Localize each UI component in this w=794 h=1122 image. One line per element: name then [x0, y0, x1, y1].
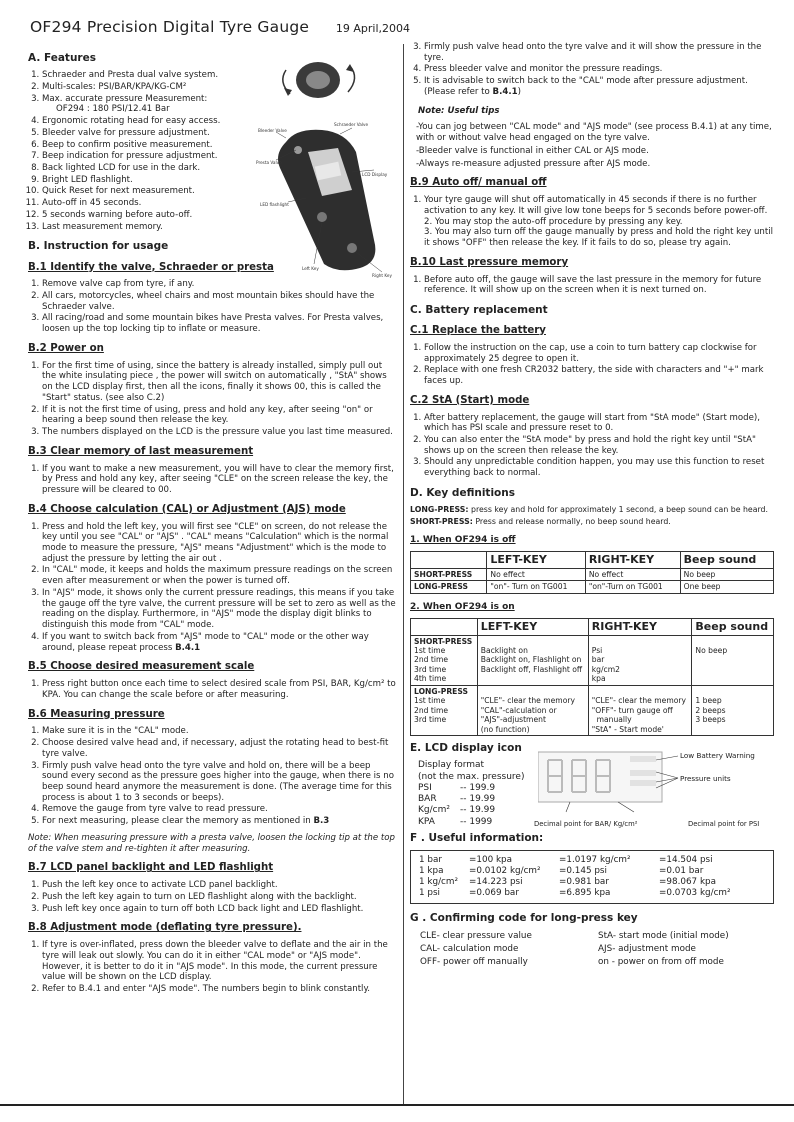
list-item: 1. Make sure it is in the "CAL" mode. — [42, 726, 398, 737]
label-left-key: Left Key — [302, 266, 319, 271]
battery-heading: C. Battery replacement — [410, 303, 548, 316]
presta-note: Note: When measuring pressure with a presta valve, loosen the locking tip at the top of the valve stem and re-tighten it after measuring. — [28, 832, 395, 854]
confirm-code-heading: G . Confirming code for long-press key — [410, 912, 638, 925]
section-b1-list — [28, 279, 398, 335]
list-item: 2. If it is not the first time of using, press and hold any key, after seeing "on" or hearing a beep sound then release the key. — [42, 405, 398, 426]
rotating-head-drawing — [283, 62, 355, 98]
list-item: 3. Should any unpredictable condition happen, you may use this function to reset everything back to normal. — [424, 457, 776, 478]
list-item: 2. Multi-scales: PSI/BAR/KPA/KG-CM² — [42, 82, 274, 93]
document-date: 19 April,2004 — [335, 22, 411, 35]
tyre-gauge-illustration — [256, 52, 396, 278]
section-b4-heading: B.4 Choose calculation (CAL) or Adjustment (AJS) mode — [28, 503, 346, 515]
features-list — [28, 70, 274, 232]
list-item: 6. Beep to confirm positive measurement. — [42, 140, 274, 151]
table-row: 1 kpa =0.0102 kg/cm² =0.145 psi =0.01 bar — [419, 866, 704, 877]
list-item: 2. In "CAL" mode, it keeps and holds the maximum pressure readings on the screen even after measurement or when the power is turned off. — [42, 565, 398, 586]
list-item: 2. Refer to B.4.1 and enter "AJS mode". The numbers begin to blink constantly. — [42, 984, 398, 995]
list-item: 2. Choose desired valve head and, if necessary, adjust the rotating head to best-fit tyre valve. — [42, 738, 398, 759]
codes-right: StA- start mode (initial mode) AJS- adjustment mode on - power on from off mode — [598, 930, 729, 967]
list-item: 2. You can also enter the "StA mode" by press and hold the right key until "StA" shows up on the screen then release the key. — [424, 435, 776, 456]
lcd-section — [410, 742, 776, 830]
table-row: SHORT-PRESS No effect No effect No beep — [411, 568, 774, 580]
table-row: 1 kg/cm² =14.223 psi =0.981 bar =98.067 kpa — [419, 877, 717, 888]
section-b8-continued-list — [410, 42, 776, 98]
section-b7-list — [28, 880, 398, 914]
section-b2-heading: B.2 Power on — [28, 342, 104, 354]
section-b8-heading: B.8 Adjustment mode (deflating tyre pressure). — [28, 922, 302, 934]
table-header: Beep sound — [680, 551, 773, 568]
section-c1-list — [410, 343, 776, 387]
list-item: 1. Push the left key once to activate LCD panel backlight. — [42, 880, 398, 891]
list-item: 9. Bright LED flashlight. — [42, 175, 274, 186]
list-item: 1. If you want to make a new measurement, you will have to clear the memory first, by Press and hold any key, after seeing "CLE" on the screen release the key, the pressure will be cleared to 00. — [42, 464, 398, 496]
table-row: LONG-PRESS 1st time 2nd time 3rd time "CLE"- clear the memory "CAL"-calculation or "AJS"-adjustment (no function) "CLE"- clear the memory "OFF"- turn gauge off manually "StA" - Start mode' 1 beep 2 beeps 3 beeps — [411, 685, 774, 735]
list-item: 11. Auto-off in 45 seconds. — [42, 198, 274, 209]
list-item: 3. All racing/road and some mountain bikes have Presta valves. For Presta valves, loosen up the top locking tip to inflate or measure. — [42, 313, 398, 334]
long-press-definition: LONG-PRESS: press key and hold for approximately 1 second, a beep sound can be heard. — [410, 505, 768, 515]
features-heading: A. Features — [28, 52, 96, 64]
label-decimal-bar: Decimal point for BAR/ Kg/cm² — [534, 820, 638, 829]
list-item: 1. After battery replacement, the gauge will start from "StA mode" (Start mode), which has PSI scale and pressure reset to 0. — [424, 413, 776, 434]
list-item: 7. Beep indication for pressure adjustment. — [42, 151, 274, 162]
section-c2-list — [410, 413, 776, 479]
useful-tips-heading: Note: Useful tips — [418, 105, 500, 116]
table-header: RIGHT-KEY — [588, 618, 692, 635]
list-item: 2. All cars, motorcycles, wheel chairs and most mountain bikes should have the Schraeder valve. — [42, 291, 398, 312]
key-definitions-heading: D. Key definitions — [410, 486, 515, 499]
table-header: LEFT-KEY — [487, 551, 585, 568]
section-b9-heading: B.9 Auto off/ manual off — [410, 177, 547, 189]
list-item: 4. Press bleeder valve and monitor the pressure readings. — [424, 64, 776, 75]
table-row: LONG-PRESS "on"- Turn on TG001 "on"-Turn on TG001 One beep — [411, 581, 774, 593]
page-header — [30, 18, 410, 37]
section-b9-list — [410, 195, 776, 249]
lcd-diagram — [538, 748, 776, 828]
key-table-on — [410, 618, 774, 737]
section-reference: B.3 — [313, 816, 330, 827]
gauge-body-drawing — [278, 130, 375, 271]
bottom-rule — [0, 1104, 794, 1106]
off-table-heading: 1. When OF294 is off — [410, 534, 516, 545]
section-b8-list — [28, 940, 398, 995]
left-column — [28, 44, 398, 996]
list-item: 1. Press and hold the left key, you will first see "CLE" on screen, do not release the key until you see "CAL" or "AJS" . "CAL" means "Calculation" which is the normal mode to measure the pressure, "AJS" means "Adjustment" which is the mode to adjust the pressure by letting the air out . — [42, 522, 398, 565]
section-c2-heading: C.2 StA (Start) mode — [410, 394, 530, 406]
short-press-definition: SHORT-PRESS: Press and release normally, no beep sound heard. — [410, 516, 671, 526]
list-item: 4. If you want to switch back from "AJS" mode to "CAL" mode or the other way around, please repeat process B.4.1 — [42, 632, 398, 653]
table-row: 1 bar =100 kpa =1.0197 kg/cm² =14.504 psi — [419, 855, 713, 866]
list-item: 13. Last measurement memory. — [42, 222, 274, 233]
section-b3-list — [28, 464, 398, 496]
section-c1-heading: C.1 Replace the battery — [410, 325, 546, 337]
section-b5-heading: B.5 Choose desired measurement scale — [28, 661, 255, 673]
max-pressure-spec: OF294 : 180 PSI/12.41 Bar — [56, 104, 170, 115]
tip-text: -Always re-measure adjusted pressure after AJS mode. — [416, 158, 651, 169]
list-item: 3. Firmly push valve head onto the tyre valve and hold on, there will be a beep sound every second as the pressure goes higher into the gauge, when there is no beep sound heard anymore the measurement is done. (The average time for this process is about 1 to 3 seconds or beeps). — [42, 761, 398, 804]
list-item: 10. Quick Reset for next measurement. — [42, 186, 274, 197]
list-item: 1. For the first time of using, since the battery is already installed, simply pull out the white insulating piece , the power will switch on automatically , "StA" shows on the LCD display first, then all the icons, finally it shows 00, this is called the "Start" status. (see also C.2) — [42, 361, 398, 404]
section-b3-heading: B.3 Clear memory of last measurement — [28, 445, 254, 457]
list-item: 1. Schraeder and Presta dual valve system. — [42, 70, 274, 81]
section-b2-list — [28, 361, 398, 438]
useful-tips — [410, 122, 776, 169]
table-row: 1 psi =0.069 bar =6.895 kpa =0.0703 kg/cm² — [419, 888, 731, 899]
list-item: 4. Ergonomic rotating head for easy access. — [42, 116, 274, 127]
section-b4-list — [28, 522, 398, 654]
list-item: 3. Firmly push valve head onto the tyre valve and it will show the pressure in the tyre. — [424, 42, 776, 63]
table-row: SHORT-PRESS 1st time 2nd time 3rd time 4th time Backlight on Backlight on, Flashlight on Backlight off, Flashlight off Psi bar kg/cm2 kpa No beep — [411, 635, 774, 685]
table-header: LEFT-KEY — [477, 618, 588, 635]
label-presta-valve: Presta Valve — [256, 160, 282, 165]
table-header — [411, 618, 478, 635]
page-title: OF294 Precision Digital Tyre Gauge — [30, 18, 310, 36]
section-reference: B.4.1 — [492, 86, 518, 97]
section-b7-heading: B.7 LCD panel backlight and LED flashlight — [28, 862, 274, 874]
section-b6-heading: B.6 Measuring pressure — [28, 708, 165, 720]
list-item: 1. If tyre is over-inflated, press down the bleeder valve to deflate and the air in the tyre will leak out slowly. You can do it in either "CAL mode" or "AJS mode". However, it is better to do it in "AJS mode". In this mode, the current pressure value will be shown on the LCD display. — [42, 940, 398, 983]
list-item: 12. 5 seconds warning before auto-off. — [42, 210, 274, 221]
list-item: 3. Push left key once again to turn off both LCD back light and LED flashlight. — [42, 904, 398, 915]
label-schraeder-valve: Schraeder Valve — [334, 122, 369, 127]
list-item: 4. Remove the gauge from tyre valve to read pressure. — [42, 804, 398, 815]
list-item: 5. Bleeder valve for pressure adjustment. — [42, 128, 274, 139]
section-b5-list — [28, 679, 398, 700]
right-column — [410, 42, 776, 970]
list-item: 5. For next measuring, please clear the memory as mentioned in B.3 — [42, 816, 398, 827]
list-item: 1. Follow the instruction on the cap, use a coin to turn battery cap clockwise for approximately 25 degree to open it. — [424, 343, 776, 364]
list-item: 2. Replace with one fresh CR2032 battery, the side with characters and "+" mark faces up. — [424, 365, 776, 386]
tip-text: -You can jog between "CAL mode" and "AJS mode" (see process B.4.1) at any time, with or without valve head engaged on the tyre valve. — [416, 122, 772, 144]
list-item: 3. Max. accurate pressure Measurement: OF294 : 180 PSI/12.41 Bar — [42, 94, 274, 115]
instruction-heading: B. Instruction for usage — [28, 240, 169, 253]
label-pressure-units: Pressure units — [680, 774, 731, 784]
label-lcd-display: LCD Display — [362, 172, 388, 177]
useful-info-heading: F . Useful information: — [410, 832, 544, 845]
table-header: Beep sound — [692, 618, 774, 635]
lcd-formats: Display format (not the max. pressure) PSI -- 199.9 BAR -- 19.99 Kg/cm² -- 19.99 KPA -- 1999 — [418, 760, 525, 827]
key-table-off — [410, 551, 774, 594]
column-divider — [403, 44, 404, 1104]
label-right-key: Right Key — [372, 273, 392, 278]
list-item: 1. Before auto off, the gauge will save the last pressure in the memory for future reference. It will show up on the screen when it is next turned on. — [424, 275, 776, 296]
list-item: 1. Remove valve cap from tyre, if any. — [42, 279, 398, 290]
list-item: 1. Your tyre gauge will shut off automatically in 45 seconds if there is no further activation to any key. It will give low tone beeps for 5 seconds before power-off. 2. You may stop the auto-off procedure by pressing any key. 3. You may also turn off the gauge manually by press and hold the right key until it shows "OFF" then release the key. If it fails to do so, please try again. — [424, 195, 776, 249]
label-decimal-psi: Decimal point for PSI — [688, 820, 760, 829]
on-table-heading: 2. When OF294 is on — [410, 601, 515, 612]
label-led-flashlight: LED flashlight — [260, 202, 289, 207]
conversion-table — [410, 850, 774, 904]
section-reference: B.4.1 — [175, 642, 201, 653]
lcd-heading: E. LCD display icon — [410, 742, 522, 755]
confirm-codes — [410, 931, 776, 970]
list-item: 5. It is advisable to switch back to the "CAL" mode after pressure adjustment. (Please refer to B.4.1) — [424, 76, 776, 97]
list-item: 2. Push the left key again to turn on LED flashlight along with the backlight. — [42, 892, 398, 903]
list-item: 1. Press right button once each time to select desired scale from PSI, BAR, Kg/cm² to KPA. You can change the scale before or after measuring. — [42, 679, 398, 700]
list-item: 3. In "AJS" mode, it shows only the current pressure readings, this means if you take the gauge off the tyre valve, the current pressure will be set to zero as well as the reading on the display. Furthermore, in "AJS" mode the display digit blinks to distinguish this mode from "CAL" mode. — [42, 588, 398, 631]
label-low-battery: Low Battery Warning — [680, 751, 755, 761]
codes-left: CLE- clear pressure value CAL- calculation mode OFF- power off manually — [420, 930, 532, 967]
label-bleeder-valve: Bleeder Valve — [258, 128, 287, 133]
list-item: 3. The numbers displayed on the LCD is the pressure value you last time measured. — [42, 427, 398, 438]
list-item: 8. Back lighted LCD for use in the dark. — [42, 163, 274, 174]
tip-text: -Bleeder valve is functional in either CAL or AJS mode. — [416, 145, 649, 156]
table-header — [411, 551, 487, 568]
table-header: RIGHT-KEY — [585, 551, 680, 568]
section-b6-list — [28, 726, 398, 827]
section-b10-heading: B.10 Last pressure memory — [410, 256, 569, 268]
section-b10-list — [410, 275, 776, 296]
section-b1-heading: B.1 Identify the valve, Schraeder or presta — [28, 261, 274, 273]
